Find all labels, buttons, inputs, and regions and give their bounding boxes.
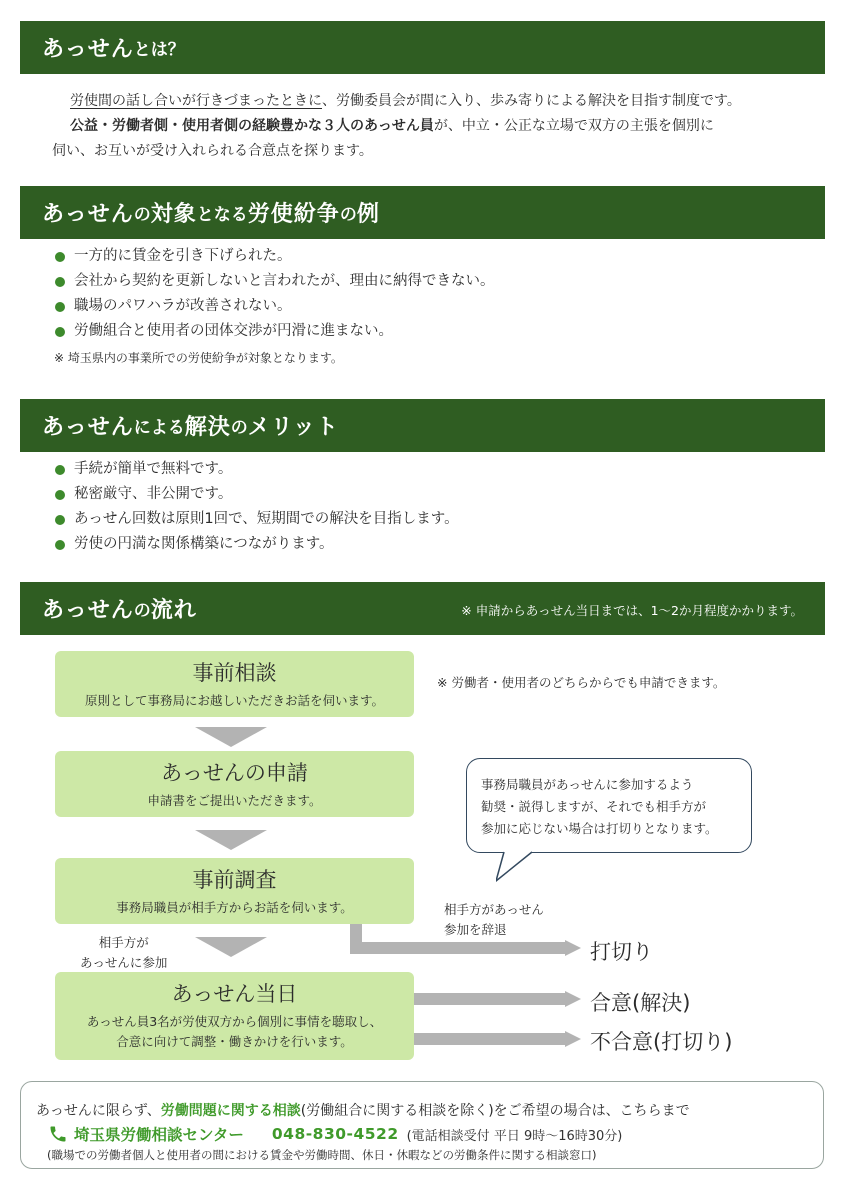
header-text: となる — [196, 205, 248, 225]
section-header-merits — [20, 399, 825, 452]
header-text: 例 — [356, 202, 380, 227]
header-text: あっせん — [42, 415, 134, 440]
contact-highlight: 労働問題に関する相談 — [160, 1103, 301, 1119]
header-text: 労使紛争 — [247, 202, 340, 227]
flow-step-investigation — [55, 858, 414, 924]
header-text: 対象 — [150, 202, 197, 227]
list-item: 職場のパワハラが改善されない。 — [54, 294, 814, 319]
header-text: あっせん — [42, 598, 134, 623]
targets-list — [54, 244, 814, 344]
flow-duration-note: ※ 申請からあっせん当日までは、1～2か月程度かかります。 — [461, 603, 803, 618]
decline-label-line: 相手方があっせん — [444, 902, 544, 917]
step-title: あっせん当日 — [171, 982, 298, 1006]
step-title: 事前相談 — [192, 661, 277, 685]
phone-number[interactable]: 048-830-4522 — [271, 1125, 399, 1143]
outcome-no-agreement: 不合意(打切り) — [590, 1030, 733, 1054]
step-title: 事前調査 — [192, 868, 277, 892]
contact-center — [48, 1123, 622, 1145]
header-text: とは？ — [133, 40, 185, 60]
list-item: 手続が簡単で無料です。 — [54, 457, 814, 482]
outcome-terminated: 打切り — [590, 940, 653, 964]
participate-label — [80, 933, 167, 973]
header-text: の — [230, 418, 248, 438]
down-arrow — [195, 727, 267, 747]
flow-step-application — [55, 751, 414, 817]
outcome-agreement: 合意(解決) — [590, 991, 691, 1015]
list-item: あっせん回数は原則1回で、短期間での解決を目指します。 — [54, 507, 814, 532]
merits-list — [54, 457, 814, 557]
right-arrow — [565, 940, 581, 956]
header-text: の — [133, 205, 151, 225]
right-arrow — [565, 1031, 581, 1047]
section-header-flow — [20, 582, 825, 635]
bubble-line: 勧奨・説得しますが、それでも相手方が — [481, 799, 707, 814]
speech-bubble — [466, 758, 752, 853]
intro-underline: 労使間の話し合いが行きづまったときに — [70, 93, 322, 109]
decline-label — [444, 900, 544, 940]
flow-step-consultation — [55, 651, 414, 717]
contact-text: (労働組合に関する相談を除く)をご希望の場合は、こちらまで — [300, 1103, 690, 1119]
flow-step-hearing-day — [55, 972, 414, 1060]
header-text: 解決 — [184, 415, 231, 440]
section-header-targets — [20, 186, 825, 239]
step-desc — [55, 1012, 414, 1052]
header-text: あっせん — [42, 37, 134, 62]
outcome-connector — [414, 993, 566, 1005]
header-text: あっせん — [42, 202, 134, 227]
step-desc: 事務局職員が相手方からお話を伺います。 — [116, 900, 353, 915]
step-desc-line: あっせん員3名が労使双方から個別に事情を聴取し、 — [86, 1014, 383, 1029]
header-text: の — [133, 601, 151, 621]
decline-label-line: 参加を辞退 — [444, 922, 507, 937]
center-name: 埼玉県労働相談センター — [74, 1126, 244, 1144]
intro-text — [52, 89, 812, 164]
contact-box — [20, 1081, 824, 1169]
section-header-what — [20, 21, 825, 74]
bubble-tail — [496, 851, 536, 883]
bubble-line: 参加に応じない場合は打切りとなります。 — [481, 821, 718, 836]
participate-label-line: 相手方が — [98, 935, 149, 950]
contact-scope: (職場での労働者個人と使用者の間における賃金や労働時間、休日・休暇などの労働条件に関する相談窓口) — [47, 1148, 597, 1162]
step-title: あっせんの申請 — [161, 761, 308, 785]
contact-intro — [36, 1100, 690, 1120]
header-text: メリット — [247, 415, 339, 440]
down-arrow — [195, 830, 267, 850]
list-item: 会社から契約を更新しないと言われたが、理由に納得できない。 — [54, 269, 814, 294]
list-item: 労働組合と使用者の団体交渉が円滑に進まない。 — [54, 319, 814, 344]
intro-line3: 伺い、お互いが受け入れられる合意点を探ります。 — [52, 143, 373, 159]
right-arrow — [565, 991, 581, 1007]
step-desc: 原則として事務局にお越しいただきお話を伺います。 — [84, 693, 384, 708]
header-text: 流れ — [150, 598, 197, 623]
list-item: 労使の円満な関係構築につながります。 — [54, 532, 814, 557]
decline-connector — [350, 942, 566, 954]
bubble-line: 事務局職員があっせんに参加するよう — [481, 777, 694, 792]
outcome-connector — [414, 1033, 566, 1045]
header-text: の — [339, 205, 357, 225]
down-arrow — [195, 937, 267, 957]
list-item: 一方的に賃金を引き下げられた。 — [54, 244, 814, 269]
header-text: による — [133, 418, 185, 438]
intro-bold: 公益・労働者側・使用者側の経験豊かな３人のあっせん員 — [70, 118, 434, 134]
applicant-note: ※ 労働者・使用者のどちらからでも申請できます。 — [437, 675, 726, 690]
phone-icon — [48, 1124, 68, 1144]
contact-text: あっせんに限らず、 — [36, 1103, 161, 1119]
participate-label-line: あっせんに参加 — [80, 955, 168, 970]
intro-line1: 、労働委員会が間に入り、歩み寄りによる解決を目指す制度です。 — [322, 93, 741, 109]
list-item: 秘密厳守、非公開です。 — [54, 482, 814, 507]
intro-line2: が、中立・公正な立場で双方の主張を個別に — [433, 118, 714, 134]
targets-note: ※ 埼玉県内の事業所での労使紛争が対象となります。 — [54, 351, 343, 365]
step-desc-line: 合意に向けて調整・働きかけを行います。 — [116, 1034, 353, 1049]
phone-hours: (電話相談受付 平日 9時～16時30分) — [406, 1128, 623, 1144]
step-desc: 申請書をご提出いただきます。 — [147, 793, 322, 808]
